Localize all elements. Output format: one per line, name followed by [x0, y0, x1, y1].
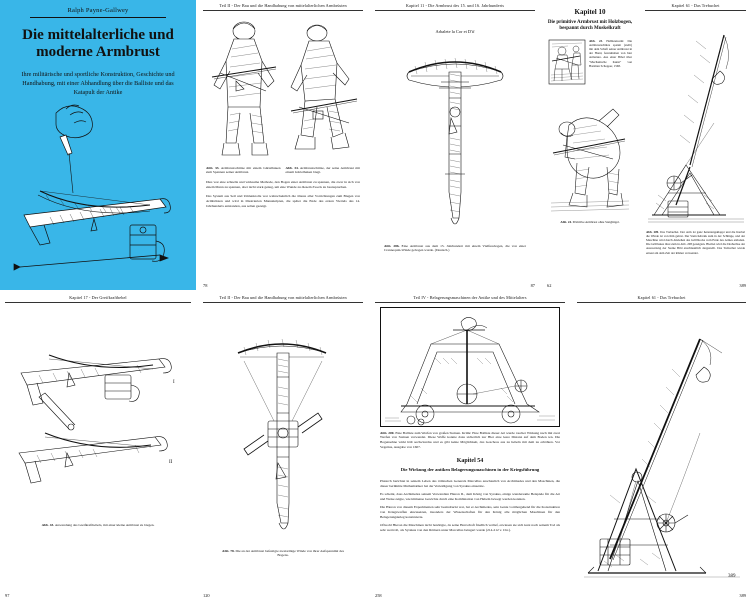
page-120-number: 120: [203, 593, 210, 598]
page-258-number: 258: [375, 593, 382, 598]
figure-286: [395, 42, 515, 238]
figure-209: [646, 15, 746, 225]
figure-78-caption: Abb. 78. Die an der Armbrust befestigte zweiarmige Winde von ihrer Aufspannmit des Bogens.: [222, 548, 344, 558]
trebuchet-large-illustration: [580, 309, 744, 579]
page-389-bottom: [572, 292, 751, 600]
page-389-top-number: 389: [739, 283, 746, 288]
figure-78: [228, 317, 338, 537]
page-62-number: 62: [547, 283, 552, 288]
figure-34-caption: Abb. 34. Armbrustschütze, der seine Armbrust mit einem Gürtelhaken biegt.: [285, 165, 361, 175]
page-78-number: 78: [203, 283, 208, 288]
figure-209-caption: Abb. 209. Das Trebuchet. Der Arm ist ganz heruntergeklappt und die Kurbel die Winde ist von ihm gelöst. Der Stein hebraik zum in der Schlinge, und der Maschine wird durch Abziehen des Grillblocks vom Ende des Armes entladen. Die Grillbakes lässt zum in Abb. 208 gezeigten. Hierbei wird die Drehachse der Auswertung der Steine Bild anschleunlich dargestellt. Das Trebuchet wurde erneut am dem Zeit der Römer verwendet.: [646, 229, 745, 255]
page-62: [542, 0, 638, 290]
page-97-number: 97: [5, 593, 10, 598]
figure-200: [380, 307, 560, 427]
page-258-running-head: Teil IV - Belagerungsmaschinen der Antike und des Mittelalters: [375, 295, 565, 303]
cover-crossbow-illustration: [10, 95, 186, 285]
cover-divider: [30, 17, 166, 18]
figure-43-caption: Abb. 43. Anwendung des Greifkrafthebels, mit einer kleine Armbrust zu biegen.: [41, 522, 155, 527]
page-258-paragraph-1: Plutarch berichtet in seinem Leben des römischen Generals Marcellus anschaulich von Archimedes und den Maschinen, die dieser berühmte Mathematiker bei der Verteidigung von Syrakus einsetzte.: [380, 479, 560, 489]
book-cover-page: [0, 0, 196, 290]
chapter-10-title: Die primitive Armbrust mit Holzbogen, bespannt durch Muskelkraft: [547, 19, 633, 32]
page-78: [198, 0, 368, 290]
page-258-paragraph-4: Oftwohl Hieron die Maschinen nicht benötigte, da seine Herrschaft friedlich verlief, erwiesen sie sich kurz nach seinem Tod als sehr wertvoll, als Syrakus von den Römern unter Marcellus belagert wurde (214-212 v. Chr.).: [380, 522, 560, 532]
svg-text:I: I: [173, 379, 175, 385]
figure-23-block: [548, 39, 632, 85]
page-389-top-running-head: Kapitel 61 - Das Trebuchet: [645, 3, 746, 11]
cover-title: Die mittelalterliche und moderne Armbrust: [22, 26, 174, 61]
figure-33-caption: Abb. 33. Armbrustschütze mit einem Gürtelhaken zum Spannen seiner Armbrust.: [206, 165, 281, 175]
chapter-54-title: Die Wirkung der antiken Belagerungsmaschinen in der Kriegsführung: [400, 467, 540, 473]
page-87: [370, 0, 540, 290]
page-87-figure-heading: Arbalete la Cor et D'if: [435, 28, 475, 34]
figure-24: [547, 95, 633, 215]
page-78-paragraph-1: Dies war eine schnelle und wirksame Methode, den Bogen einer Armbrust zu spannen, die zwar in sich von einem Mann zu spannen, aber nicht stark genug, um eine Wunde zu diesem Zweck zu beanspruchen.: [206, 180, 360, 190]
figure-43: [9, 313, 187, 513]
page-78-paragraph-2: Das System aus Seil und Umlenkrolle war wahrscheinlich die älteste aller Vorrichtungen zum Biegen von Armbrüsten und wird in illustrierten Manuskripten, die später die Ende des ersten Viertels des 14. Jahrhunderts entstanden, aus selten gezeigt.: [206, 194, 360, 209]
figure-200-caption: Abb. 200. Eine Balliste zum Werfen von großen Steinen. Kritik: Eine Balliste dieser Art wurde rascher Wirkung nach mit zwei Werfen von Steinen verwendet. Diese Waffe konnte dazu sicherlich zur Hier eine leere Distanz auf dem Boden ten. Die Bogensehne wirkt hält sechs/zurdas und es gibt keine Möglichkeit, das Geschoss aus zu hebeln mit dem zu erhöhten. Vor Vegetius, Ausgabe von 1607.: [380, 430, 560, 449]
page-97: [0, 292, 196, 600]
page-87-number: 87: [530, 283, 535, 288]
cover-author: Ralph Payne-Gallwey: [67, 7, 129, 14]
page-78-running-head: Teil II - Der Bau und die Handhabung von mittelalterlichen Armbrüsten: [203, 3, 363, 11]
chapter-54-number: Kapitel 54: [456, 457, 484, 464]
page-389-bottom-number: 389: [739, 593, 746, 598]
svg-text:389: 389: [727, 573, 735, 579]
page-97-running-head: Kapitel 17 - Der Greifkraftbebel: [5, 295, 191, 303]
figure-34: [287, 15, 363, 163]
figure-24-caption: Abb. 24. Primitive Armbrust ohne Steigbügel.: [560, 219, 620, 224]
page-87-running-head: Kapitel 11 - Die Armbrust des 15. und 16. Jahrhunderts: [375, 3, 535, 11]
svg-text:II: II: [169, 459, 173, 465]
page-258-paragraph-2: Es scheint, dass Archimedes seinem Verwandten Hieron II., dem König von Syrakus, einige wundersame Beispiele für die Art und Weise zeigte, wie immense Gewichte durch eine Kombination von Hebeln bewegt werden konnten.: [380, 492, 560, 501]
page-389-top: [640, 0, 751, 290]
page-258-paragraph-3: Die Hieron von diesem Experimenten sehr beeindruckt war, bat er Archimedes, sein Genie vorübergehend für die Konstruktion von Kriegswaffen einzusetzen, insonders der Wissenschaften für den König alle möglichen Maschinen für den Belagerungskrieg konstruierte.: [380, 504, 560, 519]
figure-286-caption: Abb. 286. Eine Armbrust aus dem 15. Jahrhundert mit einem Vielfussbogen, die von einer Crannequin-Winde gebogen wurde. (Deutsch.): [384, 243, 526, 253]
cover-subtitle: Ihre militärische und sportliche Konstruktion, Geschichte und Handhabung, mit einer Abhandlung über die Balliste und das Katapult der Antike: [21, 71, 175, 97]
page-78-figures: [206, 15, 360, 209]
figure-23-caption: Abb. 23. Halbkreisarm: Die Armbrustschütze spannt (stellt) mit dem Schaft seiner Armbrust in der Hand, festzuhalten von hier Armature. Aus einer Bibel über "Mechanische Kunst" von Hartman Schopper, 1568.: [589, 38, 633, 68]
page-389-bottom-running-head: Kapitel 61 - Das Trebuchet: [577, 295, 746, 303]
page-258: [370, 292, 570, 600]
figure-23: [548, 39, 586, 85]
page-120: [198, 292, 368, 600]
page-120-running-head: Teil II - Der Bau und die Handhabung von mittelalterlichen Armbrüsten: [203, 295, 363, 303]
chapter-10-number: Kapitel 10: [574, 8, 606, 16]
figure-33: [206, 15, 282, 163]
